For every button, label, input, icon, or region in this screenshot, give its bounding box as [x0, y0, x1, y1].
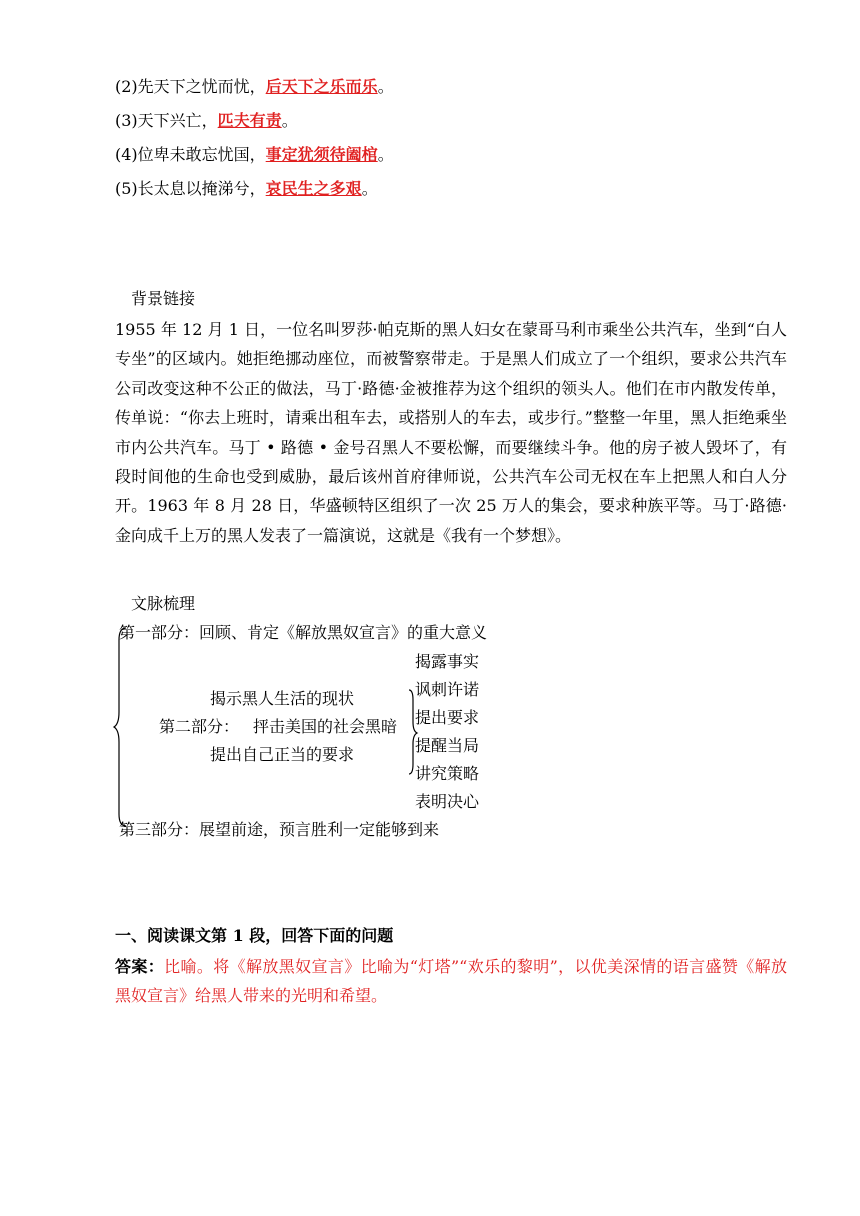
blank-answer: 后天下之乐而乐	[265, 77, 378, 96]
answer-label: 答案：	[115, 957, 165, 976]
blank-suffix: 。	[361, 179, 378, 198]
answer-text: 比喻。将《解放黑奴宣言》比喻为“灯塔”“欢乐的黎明”，以优美深情的语言盛赞《解放黑奴宣言》给黑人带来的光明和希望。	[115, 957, 787, 1006]
answer-paragraph	[115, 952, 787, 1011]
blank-prefix: (4)位卑未敢忘忧国，	[115, 145, 266, 164]
outline-point: 提出要求	[415, 708, 480, 727]
background-heading: 背景链接	[131, 289, 196, 308]
outline-point: 提醒当局	[415, 736, 480, 755]
blank-answer: 事定犹须待阖棺	[265, 145, 378, 164]
outline-heading: 文脉梳理	[131, 594, 196, 613]
blank-suffix: 。	[377, 145, 394, 164]
outline-sub: 提出自己正当的要求	[210, 745, 355, 764]
outline-point: 表明决心	[415, 792, 480, 811]
outline-point: 讲究策略	[415, 764, 480, 783]
outline-part3: 第三部分：展望前途，预言胜利一定能够到来	[119, 820, 440, 839]
blank-suffix: 。	[281, 111, 298, 130]
blank-answer: 匹夫有责	[217, 111, 282, 130]
outline-part2-label: 第二部分：	[159, 717, 240, 736]
blank-prefix: (5)长太息以掩涕兮，	[115, 179, 266, 198]
blank-prefix: (2)先天下之忧而忧，	[115, 77, 266, 96]
outline-sub: 抨击美国的社会黑暗	[253, 717, 398, 736]
outline-sub: 揭示黑人生活的现状	[210, 689, 355, 708]
blank-suffix: 。	[377, 77, 394, 96]
blank-answer: 哀民生之多艰	[265, 179, 362, 198]
blank-prefix: (3)天下兴亡，	[115, 111, 218, 130]
outline-point: 揭露事实	[415, 652, 480, 671]
background-paragraph: 1955 年 12 月 1 日，一位名叫罗莎·帕克斯的黑人妇女在蒙哥马利市乘坐公共汽车，坐到“白人专坐”的区域内。她拒绝挪动座位，而被警察带走。于是黑人们成立了一个组织，要求公共汽车公司改变这种不公正的做法，马丁·路德·金被推荐为这个组织的领头人。他们在市内散发传单，传单说：“你去上班时，请乘出租车去，或搭别人的车去，或步行。”整整一年里，黑人拒绝乘坐市内公共汽车。马丁 • 路德 • 金号召黑人不要松懈，而要继续斗争。他的房子被人毁坏了，有段时间他的生命也受到威胁，最后该州首府律师说，公共汽车公司无权在车上把黑人和白人分开。1963 年 8 月 28 日，华盛顿特区组织了一次 25 万人的集会，要求种族平等。马丁·路德·金向成千上万的黑人发表了一篇演说，这就是《我有一个梦想》。	[115, 320, 787, 545]
outline-part1: 第一部分：回顾、肯定《解放黑奴宣言》的重大意义	[119, 623, 488, 642]
outline-point: 讽刺许诺	[415, 680, 480, 699]
question-title: 一、阅读课文第 1 段，回答下面的问题	[115, 926, 394, 945]
